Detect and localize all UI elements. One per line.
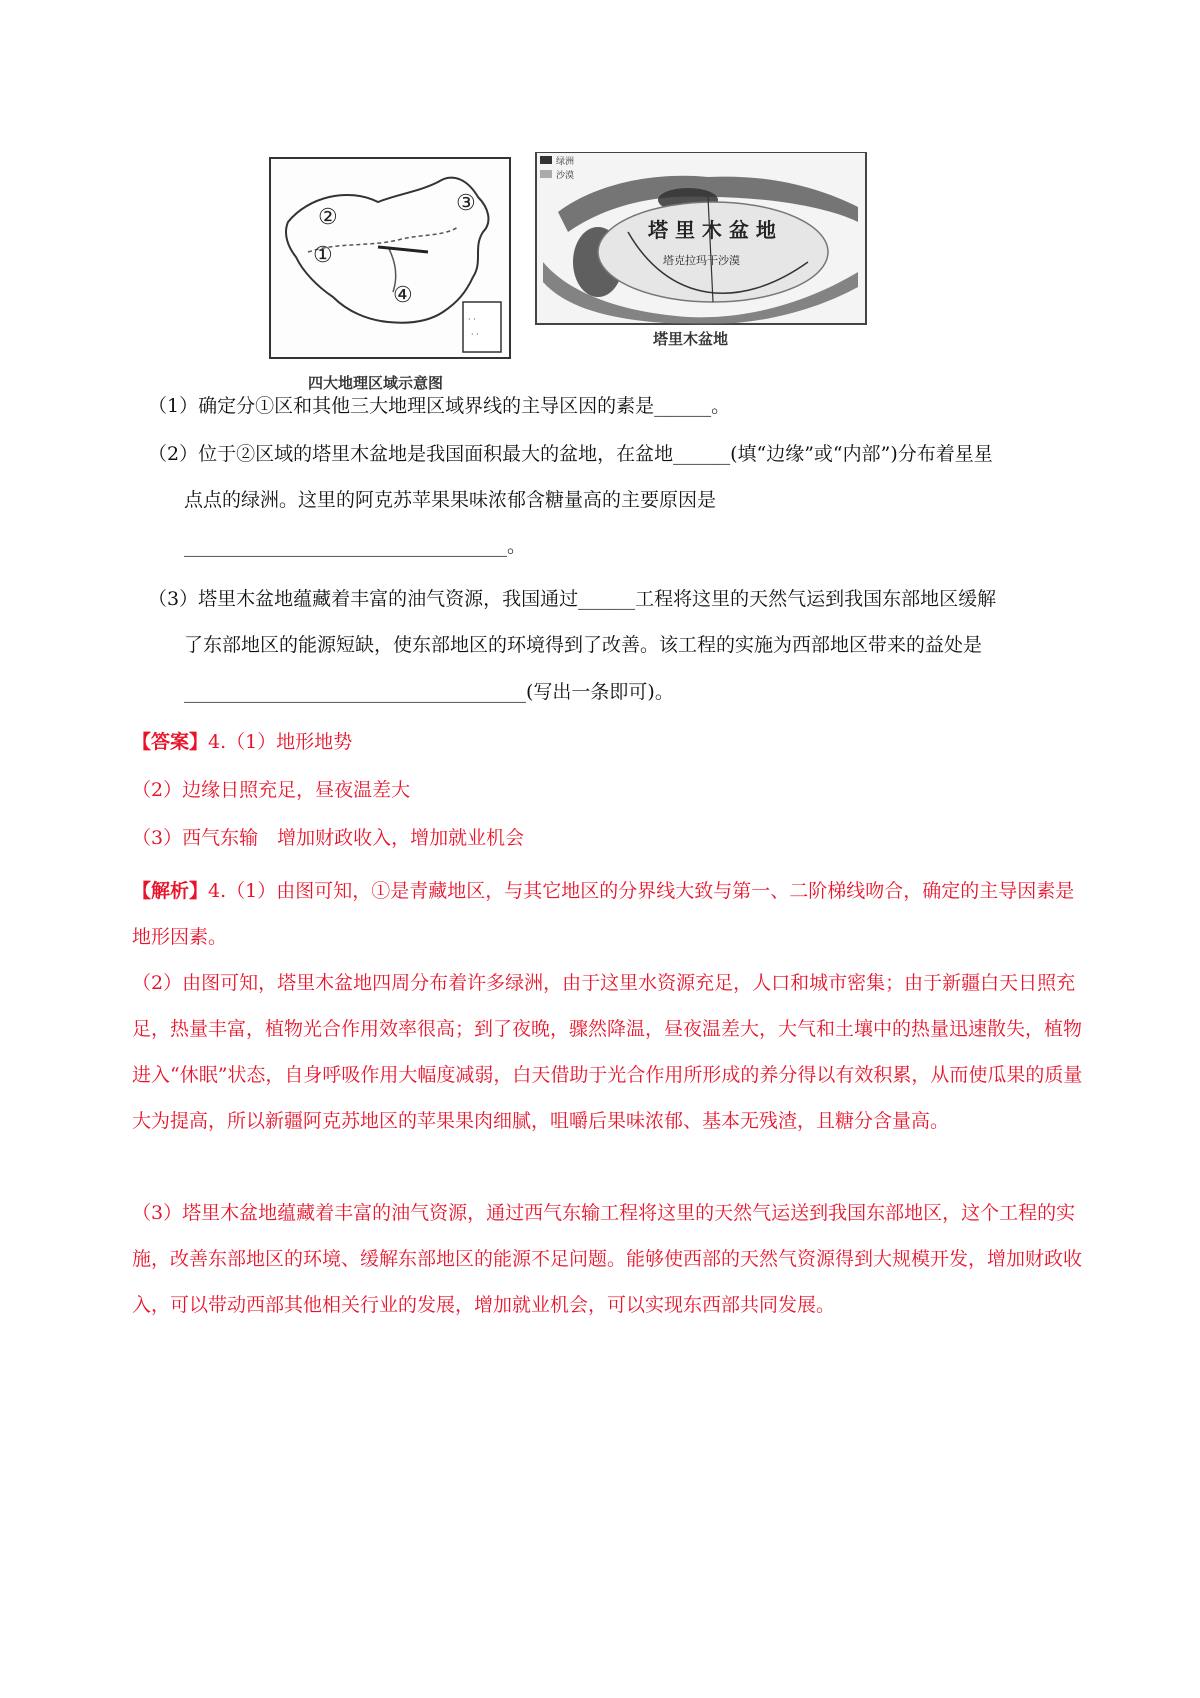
question-3-line-3: ____________________________________(写出一条即可)。 [184,681,674,703]
answer-text-1: 4.（1）地形地势 [208,731,353,753]
question-2-line-1: （2）位于②区域的塔里木盆地是我国面积最大的盆地，在盆地______(填“边缘”或“内部”)分布着星星 [148,443,993,465]
answer-line-3: （3）西气东输 增加财政收入，增加就业机会 [132,827,525,849]
question-2-line-3: __________________________________。 [184,535,527,557]
svg-text:· ·: · · [471,330,479,339]
right-figure-caption: 塔里木盆地 [653,330,729,348]
region-label-4: ④ [393,283,413,308]
analysis-paragraph-1 [132,868,1092,960]
legend-desert: 沙漠 [556,171,575,181]
question-3-line-1: （3）塔里木盆地蕴藏着丰富的油气资源，我国通过______工程将这里的天然气运到我国东部地区缓解 [148,588,997,610]
question-1: （1）确定分①区和其他三大地理区域界线的主导区因的素是______。 [148,395,731,417]
svg-text:· ·: · · [468,315,476,324]
question-3-line-2: 了东部地区的能源短缺，使东部地区的环境得到了改善。该工程的实施为西部地区带来的益处是 [184,634,983,656]
desert-legend-swatch [540,170,552,178]
oasis-legend-swatch [540,156,552,164]
tarim-basin-title: 塔 里 木 盆 地 [648,218,776,242]
region-label-3: ③ [456,191,476,216]
answer-line-1 [132,728,352,756]
analysis-tag: 【解析】 [132,880,209,902]
answer-line-2: （2）边缘日照充足，昼夜温差大 [132,779,411,801]
region-label-1: ① [313,243,333,268]
region-label-2: ② [318,205,338,230]
figures-area [268,152,958,392]
analysis-paragraph-2: （2）由图可知，塔里木盆地四周分布着许多绿洲，由于这里水资源充足，人口和城市密集；由于新疆白天日照充足，热量丰富，植物光合作用效率很高；到了夜晚，骤然降温，昼夜温差大，大气和土壤中的热量迅速散失，植物进入“休眠”状态，自身呼吸作用大幅度减弱，白天借助于光合作用所形成的养分得以有效积累，从而使瓜果的质量大为提高，所以新疆阿克苏地区的苹果果肉细腻，咀嚼后果味浓郁、基本无残渣，且糖分含量高。 [132,972,1083,1132]
left-figure-caption: 四大地理区域示意图 [308,374,444,392]
maps-figure [268,152,958,392]
analysis-paragraph-3: （3）塔里木盆地蕴藏着丰富的油气资源，通过西气东输工程将这里的天然气运送到我国东部地区，这个工程的实施，改善东部地区的环境、缓解东部地区的能源不足问题。能够使西部的天然气资源得到大规模开发，增加财政收入，可以带动西部其他相关行业的发展，增加就业机会，可以实现东西部共同发展。 [132,1202,1083,1316]
analysis-text-1: 4.（1）由图可知，①是青藏地区，与其它地区的分界线大致与第一、二阶梯线吻合，确定的主导因素是地形因素。 [132,880,1075,948]
taklamakan-label: 塔克拉玛干沙漠 [663,254,740,267]
south-sea-inset [463,302,501,352]
answer-tag: 【答案】 [132,731,209,753]
legend-oasis: 绿洲 [556,157,575,167]
question-2-line-2: 点点的绿洲。这里的阿克苏苹果果味浓郁含糖量高的主要原因是 [184,489,717,511]
